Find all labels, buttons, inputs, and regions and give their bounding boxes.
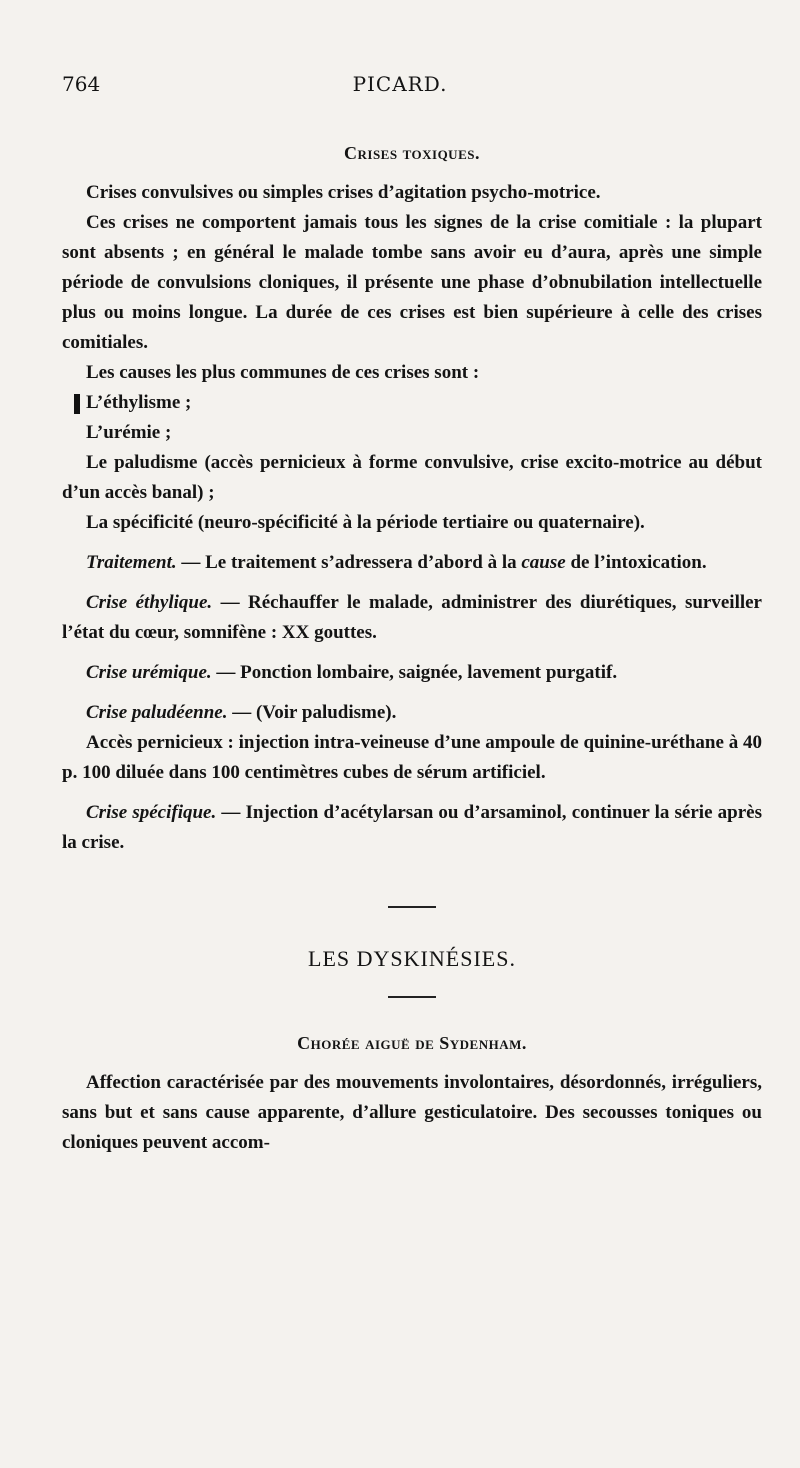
list-item: La spécificité (neuro-spécificité à la période tertiaire ou quaternaire).	[86, 512, 645, 533]
page-header	[62, 72, 738, 106]
subheading-choree: Chorée aiguë de Sydenham.	[297, 1033, 527, 1053]
paragraph: Crises convulsives ou simples crises d’agitation psycho-motrice.	[86, 182, 601, 203]
page-number: 764	[62, 72, 101, 96]
margin-mark	[74, 394, 80, 414]
list-item: Le paludisme (accès pernicieux à forme convulsive, crise excito-motrice au début d’un accès banal) ;	[62, 452, 762, 503]
paragraph-crise-specifique: Crise spécifique. — Injection d’acétylarsan ou d’arsaminol, continuer la série après la crise.	[62, 802, 762, 853]
paragraph-crise-paludeenne: Crise paludéenne. — (Voir paludisme).	[86, 702, 397, 723]
label-traitement: Traitement.	[86, 552, 177, 573]
paragraph: Les causes les plus communes de ces crises sont :	[86, 362, 480, 383]
paragraph-crise-uremique: Crise urémique. — Ponction lombaire, saignée, lavement purgatif.	[86, 662, 618, 683]
running-title: PICARD.	[352, 72, 448, 96]
paragraph-acces: Accès pernicieux : injection intra-veineuse d’une ampoule de quinine-uréthane à 40 p. 100 diluée dans 100 centimètres cubes de sérum artificiel.	[62, 732, 762, 783]
paragraph-crise-ethylique: Crise éthylique. — Réchauffer le malade, administrer des diurétiques, surveiller l’état du cœur, somnifène : XX gouttes.	[62, 592, 762, 643]
paragraph: Affection caractérisée par des mouvements involontaires, désordonnés, irréguliers, sans but et sans cause apparente, d’allure gesticulatoire. Des secousses toniques ou cloniques peuvent accom-	[62, 1072, 762, 1153]
section-title-dyskinesies: LES DYSKINÉSIES.	[308, 946, 516, 971]
section-heading-crises-toxiques: Crises toxiques.	[344, 143, 480, 163]
paragraph: Ces crises ne comportent jamais tous les signes de la crise comitiale : la plupart sont absents ; en général le malade tombe sans avoir eu d’aura, après une simple période de convulsions cloniques, il présente une phase d’obnubilation intellectuelle plus ou moins longue. La durée de ces crises est bien supérieure à celle des crises comitiales.	[62, 212, 762, 353]
paragraph-traitement: Traitement. — Le traitement s’adressera d’abord à la cause de l’intoxication.	[86, 552, 707, 573]
list-item: L’éthylisme ;	[62, 388, 762, 418]
page-body	[62, 138, 762, 1158]
list-item: L’urémie ;	[86, 422, 172, 443]
